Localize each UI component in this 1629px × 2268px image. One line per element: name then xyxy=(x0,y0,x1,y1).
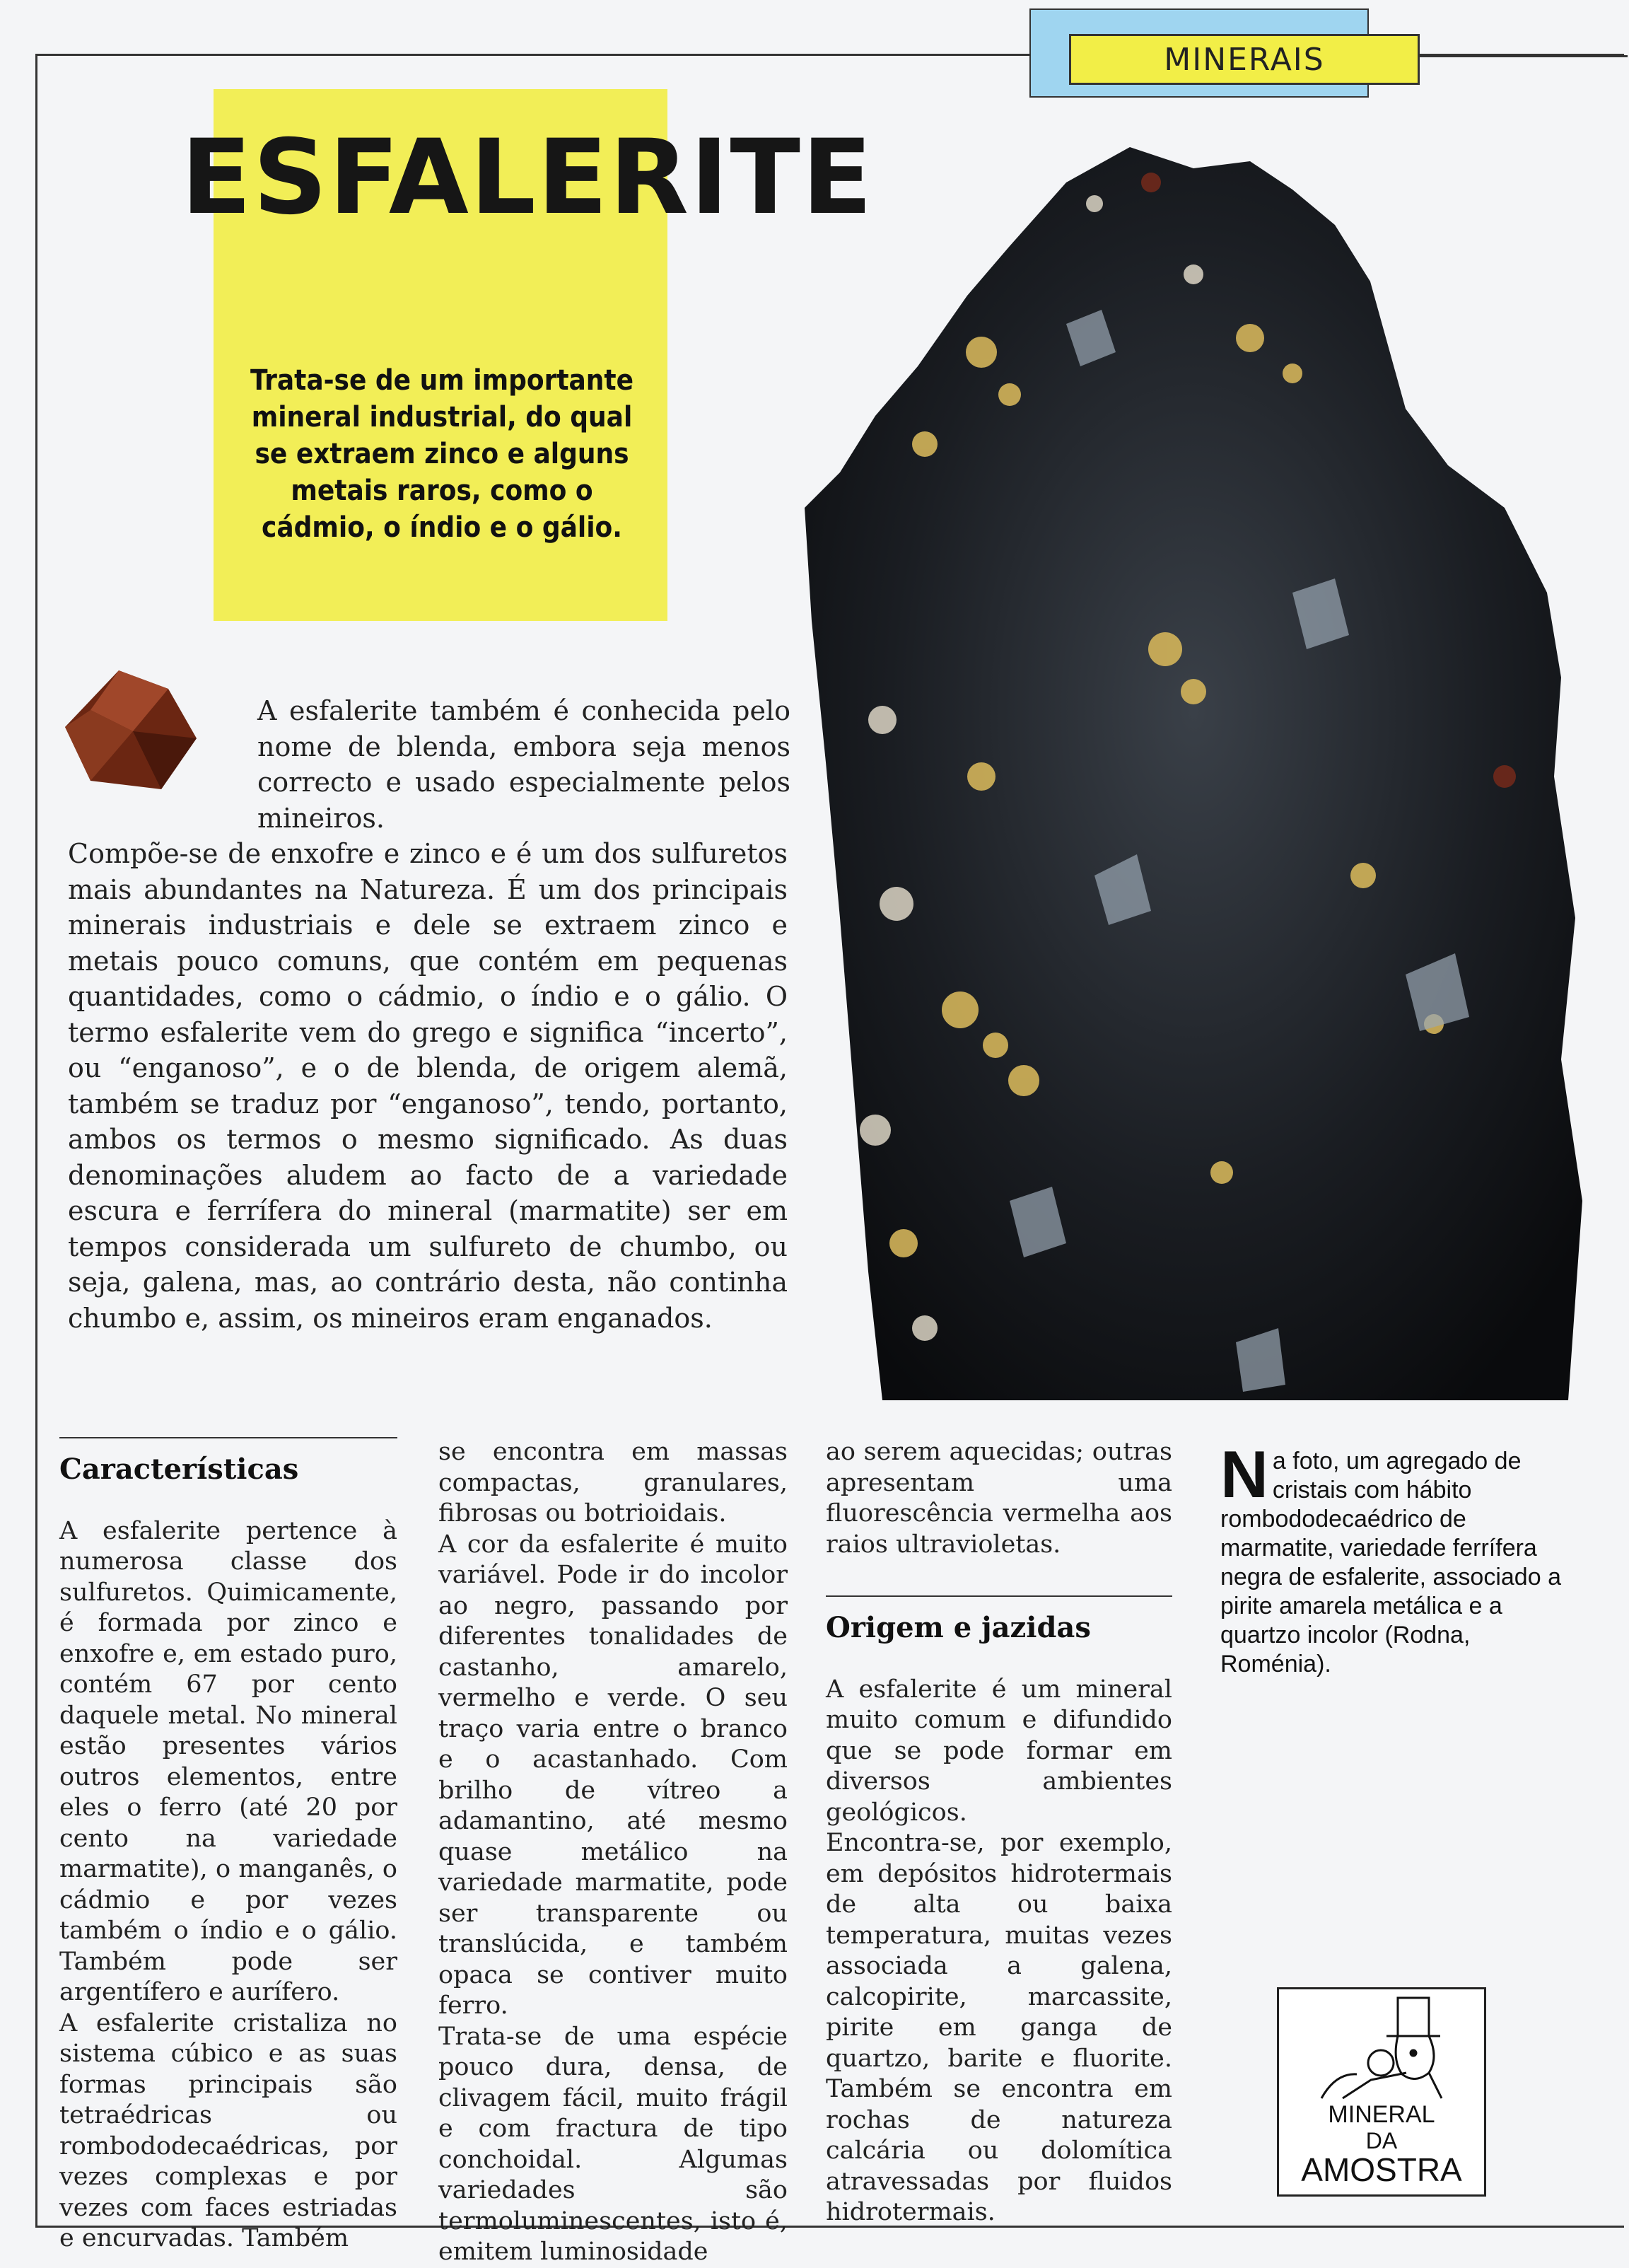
mineral-da-amostra-stamp xyxy=(1277,1987,1486,2197)
stamp-line-1: MINERAL xyxy=(1328,2101,1435,2128)
body-paragraph-main: Compõe-se de enxofre e zinco e é um dos sulfuretos mais abundantes na Natureza. É um dos principais minerais industriais e dele se extraem zinco e metais pouco comuns, que contém em pequenas quantidades, como o cádmio, o índio e o gálio. O termo esfalerite vem do grego e significa “incerto”, ou “enganoso”, e o de blenda, de origem alemã, também se traduz por “enganoso”, tendo, portanto, ambos os termos o mesmo significado. As duas denominações aludem ao facto de a variedade escura e ferrífera do mineral (marmatite) ser em tempos considerada um sulfureto de chumbo, ou seja, galena, mas, ao contrário desta, não continha chumbo e, assim, os mineiros eram enganados. xyxy=(68,838,788,1334)
caption-dropcap: N xyxy=(1220,1437,1268,1511)
stamp-line-2: DA xyxy=(1365,2128,1398,2153)
stamp-line-3: AMOSTRA xyxy=(1301,2151,1462,2188)
caracteristicas-paragraph-3: se encontra em massas compactas, granulares, fibrosas ou botrioidais. xyxy=(438,1438,788,1528)
caracteristicas-paragraph-5: Trata-se de uma espécie pouco dura, densa, de clivagem fácil, muito frágil e com fractura de tipo conchoidal. Algumas variedades são termoluminescentes, isto é, emitem luminosidade xyxy=(438,2022,788,2266)
caracteristicas-paragraph-2: A esfalerite cristaliza no sistema cúbico e as suas formas principais são tetraédricas ou rombododecaédricas, por vezes complexas e por vezes com faces estriadas e encurvadas. Também xyxy=(59,2008,397,2252)
photo-caption xyxy=(1220,1437,1565,1679)
column-3 xyxy=(826,1437,1172,2228)
origem-paragraph-1: A esfalerite é um mineral muito comum e difundido que se pode formar em diversos ambientes geológicos. xyxy=(826,1675,1172,1827)
page-title: ESFALERITE xyxy=(181,117,874,238)
caracteristicas-paragraph-4: A cor da esfalerite é muito variável. Pode ir do incolor ao negro, passando por diferentes tonalidades de castanho, amarelo, vermelho e verde. O seu traço varia entre o branco e o acastanhado. Com brilho de vítreo a adamantino, até mesmo quase metálico na variedade marmatite, pode ser transparente ou translúcida, e também opaca se contiver muito ferro. xyxy=(438,1530,788,2020)
collector-illustration-icon xyxy=(1307,1995,1456,2101)
section-heading-caracteristicas: Características xyxy=(59,1453,299,1486)
column-1 xyxy=(59,1437,397,2255)
caracteristicas-paragraph-1: A esfalerite pertence à numerosa classe dos sulfuretos. Quimicamente, é formada por zinco e enxofre e, em estado puro, contém 67 por cento daquele metal. No mineral estão presentes vários outros elementos, entre eles o ferro (até 20 por cento na variedade marmatite), o manganês, o cádmio e por vezes também o índio e o gálio. Também pode ser argentífero e aurífero. xyxy=(59,1516,397,2006)
section-rule xyxy=(59,1437,397,1438)
caracteristicas-paragraph-6: ao serem aquecidas; outras apresentam uma fluorescência vermelha aos raios ultravioletas. xyxy=(826,1438,1172,1559)
gem-crystal-image xyxy=(62,668,201,792)
origem-paragraph-2: Encontra-se, por exemplo, em depósitos hidrotermais de alta ou baixa temperatura, muitas vezes associada a galena, calcopirite, marcassite, pirite em ganga de quartzo, barite e fluorite. Também se encontra em rochas de natureza calcária ou dolomítica atravessadas por fluidos hidrotermais. xyxy=(826,1829,1172,2226)
mineral-photo xyxy=(798,140,1588,1400)
section-tab: MINERAIS xyxy=(1069,34,1420,85)
caption-text: a foto, um agregado de cristais com hábito rombododecaédrico de marmatite, variedade ferrífera negra de esfalerite, associado a pirite amarela metálica e a quartzo incolor (Rodna, Roménia). xyxy=(1220,1448,1561,1677)
column-2 xyxy=(438,1437,788,2268)
intro-text: Trata-se de um importante mineral industrial, do qual se extraem zinco e alguns metais raros, como o cádmio, o índio e o gálio. xyxy=(250,364,634,544)
section-heading-origem: Origem e jazidas xyxy=(826,1611,1091,1644)
section-rule xyxy=(826,1595,1172,1597)
body-paragraph-lead: A esfalerite também é conhecida pelo nome de blenda, embora seja menos correcto e usado especialmente pelos mineiros. xyxy=(257,695,790,834)
frame-top-line xyxy=(1407,55,1628,57)
